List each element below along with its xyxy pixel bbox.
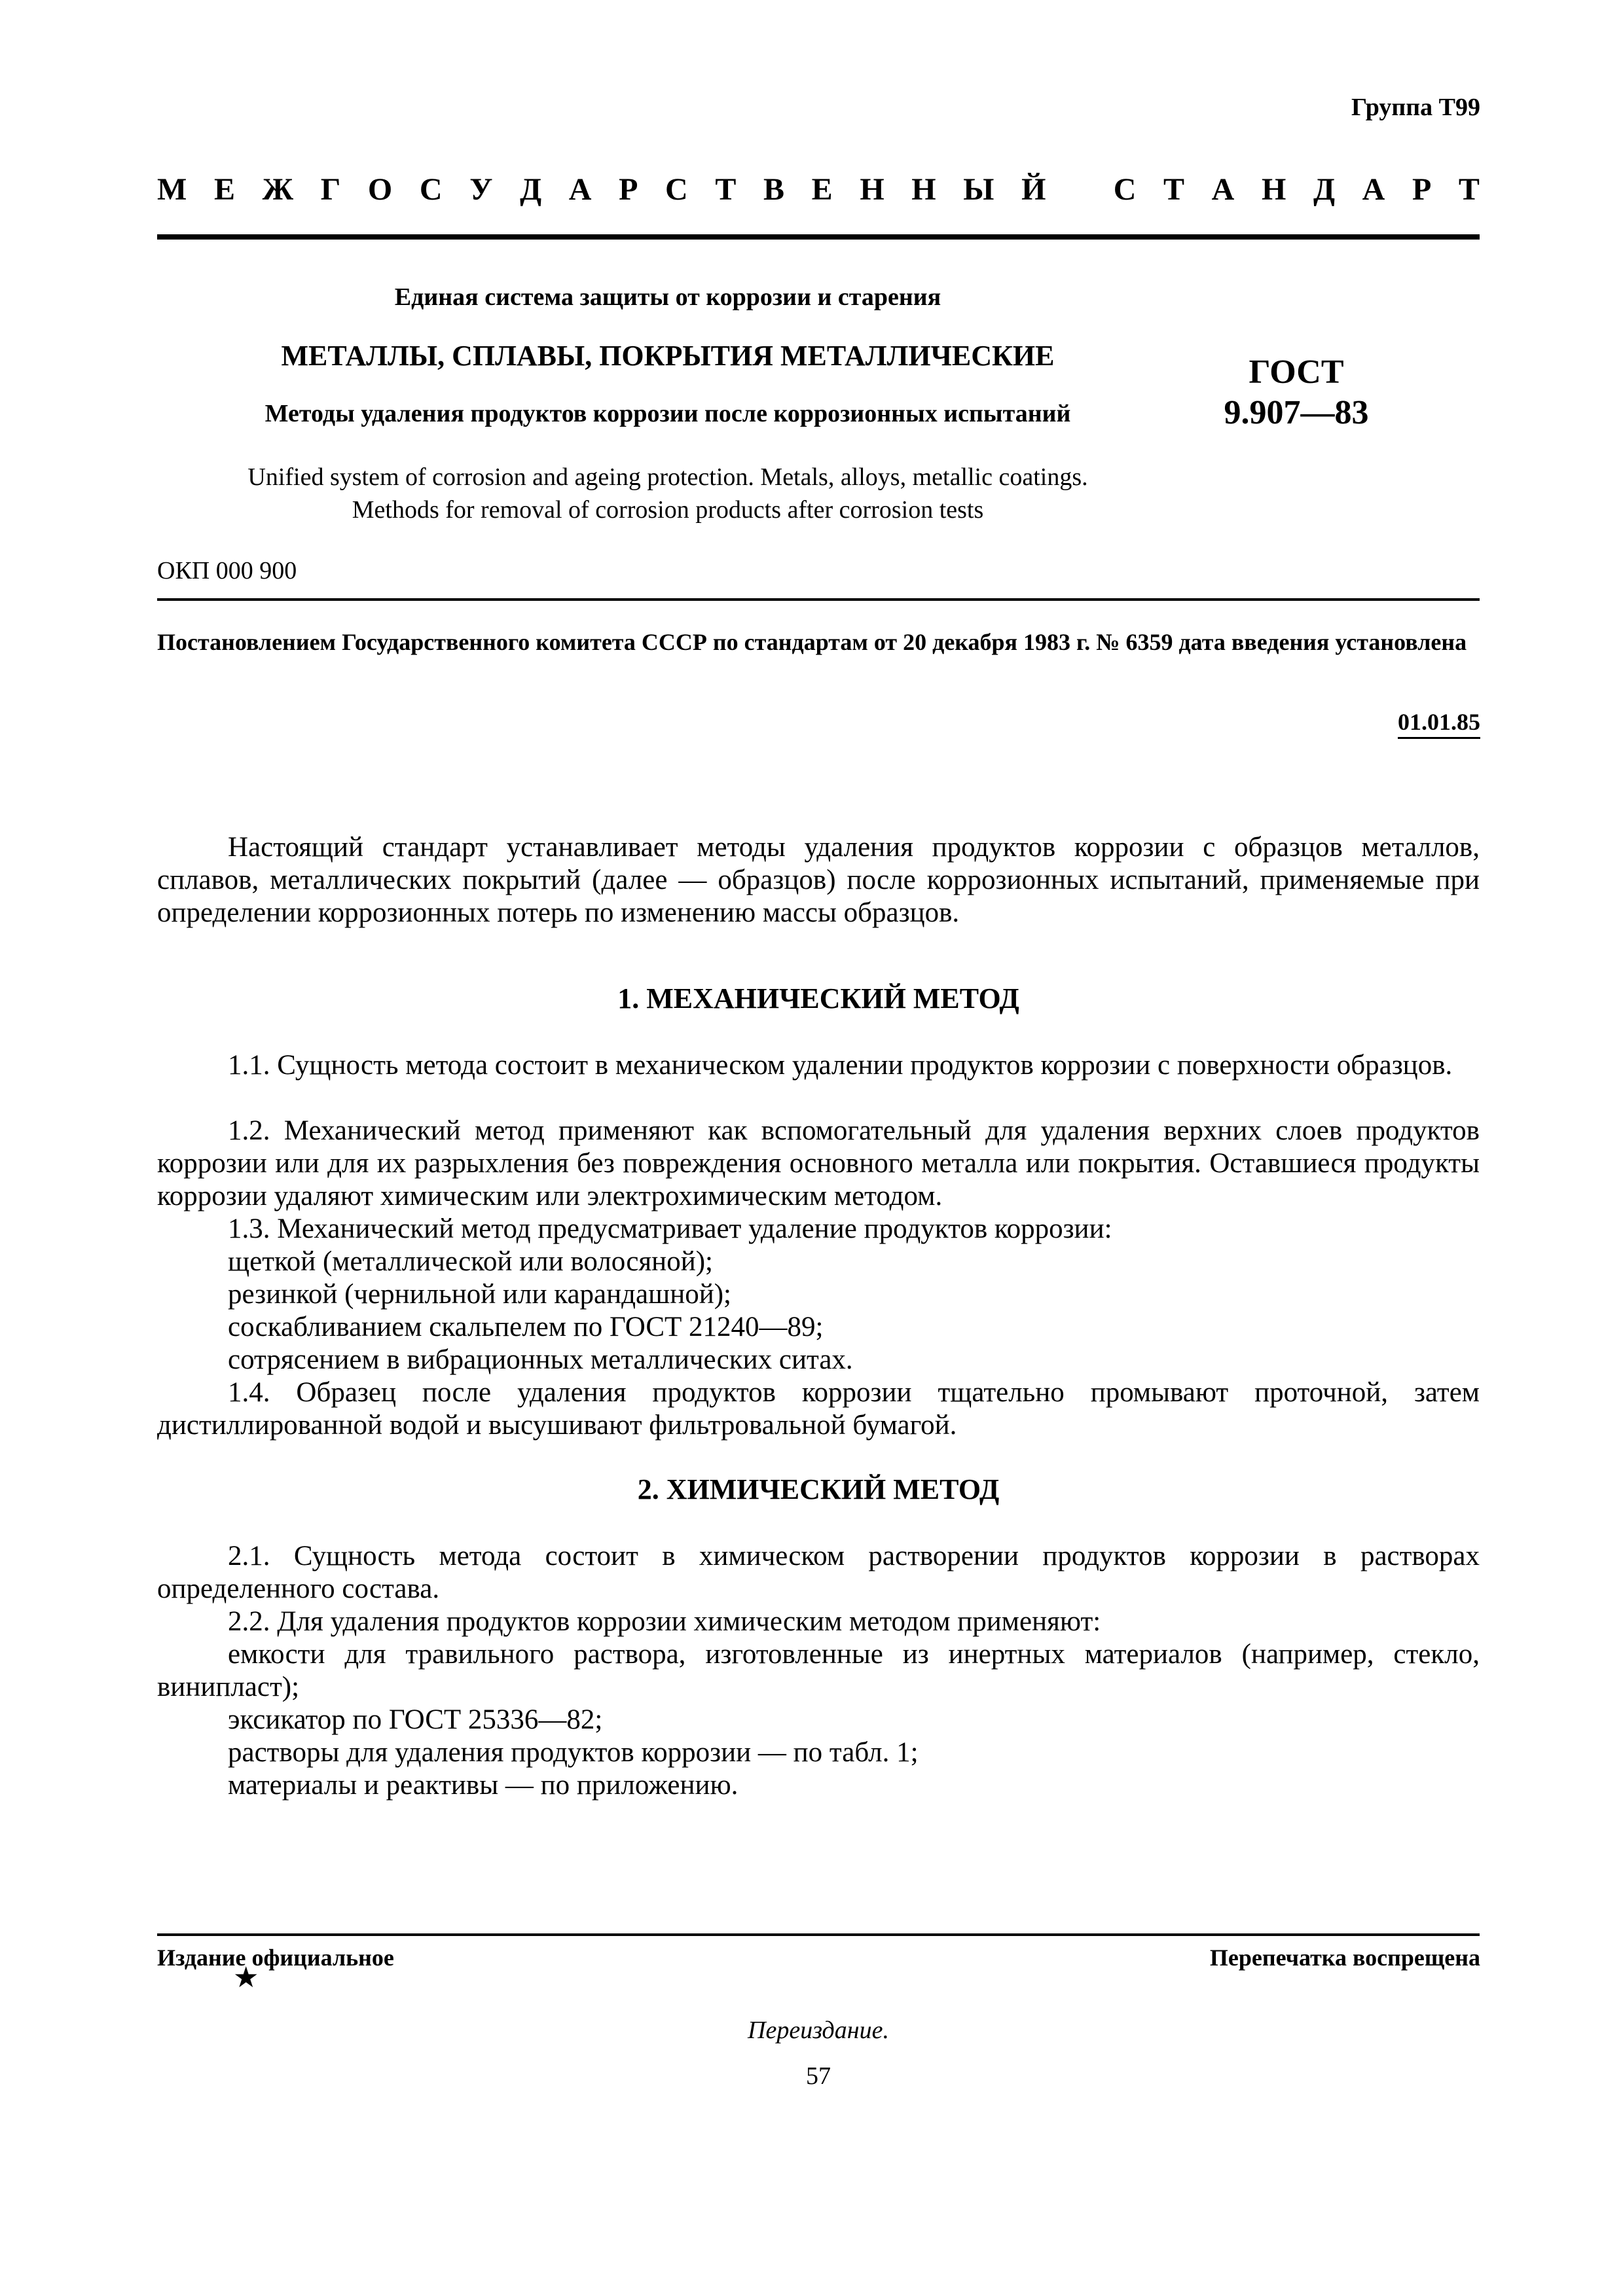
group-code: Группа Т99 <box>1351 94 1480 121</box>
heading-letter: Н <box>860 172 884 207</box>
footer-rule <box>157 1933 1480 1936</box>
list-item: щеткой (металлической или волосяной); <box>228 1246 713 1277</box>
heading-letter: С <box>665 172 688 207</box>
heading-letter: Ы <box>963 172 994 207</box>
list-item: материалы и реактивы — по приложению. <box>228 1770 739 1801</box>
list-item: сотрясением в вибрационных металлических ситах. <box>228 1344 853 1375</box>
heading-letter: В <box>763 172 785 207</box>
clause-1-4: 1.4. Образец после удаления продуктов коррозии тщательно промывают проточной, затем дистиллированной водой и высушивают фильтровальной бумагой. <box>157 1377 1480 1441</box>
section-heading: 1. МЕХАНИЧЕСКИЙ МЕТОД <box>617 982 1019 1014</box>
heading-letter: У <box>469 172 493 207</box>
heading-letter: А <box>568 172 592 207</box>
document-subtitle: Методы удаления продуктов коррозии после коррозионных испытаний <box>264 400 1071 427</box>
heading-letter: Р <box>1412 172 1432 207</box>
english-title <box>157 461 1178 526</box>
intro-paragraph: Настоящий стандарт устанавливает методы удаления продуктов коррозии с образцов металлов, сплавов, металлических покрытий (далее — образцов) после коррозионных испытаний, применяемые при определении коррозионных потерь по изменению массы образцов. <box>157 832 1480 928</box>
okp-code: ОКП 000 900 <box>157 557 297 584</box>
heading-letter: О <box>367 172 393 207</box>
document-title: МЕТАЛЛЫ, СПЛАВЫ, ПОКРЫТИЯ МЕТАЛЛИЧЕСКИЕ <box>281 340 1055 372</box>
heading-letter: Т <box>1163 172 1185 207</box>
standard-type-heading <box>157 171 1480 207</box>
heading-letter: Т <box>1458 172 1480 207</box>
heading-letter: С <box>1113 172 1137 207</box>
heading-letter: Е <box>811 172 833 207</box>
heading-letter: А <box>1211 172 1235 207</box>
list-item: растворы для удаления продуктов коррозии — по табл. 1; <box>228 1737 919 1768</box>
list-item: эксикатор по ГОСТ 25336—82; <box>228 1704 603 1735</box>
heading-letter: Н <box>911 172 936 207</box>
heading-letter: Е <box>213 172 235 207</box>
clause-1-3: 1.3. Механический метод предусматривает удаление продуктов коррозии: <box>228 1213 1112 1244</box>
english-title-line: Unified system of corrosion and ageing protection. Metals, alloys, metallic coatings. <box>247 463 1088 491</box>
section-heading: 2. ХИМИЧЕСКИЙ МЕТОД <box>637 1473 1000 1505</box>
clause-1-2: 1.2. Механический метод применяют как вспомогательный для удаления верхних слоев продуктов коррозии или для их разрыхления без повреждения основного металла или покрытия. Оставшиеся продукты коррозии удаляют химическим или электрохимическим методом. <box>157 1115 1480 1211</box>
reprint-prohibited-label: Перепечатка воспрещена <box>1209 1945 1480 1971</box>
heading-letter: Н <box>1261 172 1286 207</box>
clause-2-2: 2.2. Для удаления продуктов коррозии химическим методом применяют: <box>228 1606 1101 1637</box>
list-item: резинкой (чернильной или карандашной); <box>228 1279 732 1310</box>
gost-label: ГОСТ <box>1249 353 1344 391</box>
heading-letter: Р <box>619 172 638 207</box>
heading-letter: Г <box>320 172 341 207</box>
gost-number: 9.907—83 <box>1224 394 1369 431</box>
clause-2-1: 2.1. Сущность метода состоит в химическом растворении продуктов коррозии в растворах определенного состава. <box>157 1541 1480 1604</box>
heading-letter: А <box>1362 172 1385 207</box>
heading-letter: Д <box>520 172 542 207</box>
heading-letter: С <box>419 172 443 207</box>
page-number: 57 <box>806 2062 831 2090</box>
list-item: соскабливанием скальпелем по ГОСТ 21240—89; <box>228 1312 824 1342</box>
okp-rule <box>157 598 1480 601</box>
list-item: емкости для травильного раствора, изготовленные из инертных материалов (например, стекло, винипласт); <box>157 1639 1480 1702</box>
system-title: Единая система защиты от коррозии и старения <box>394 283 941 311</box>
header-rule <box>157 234 1480 240</box>
official-edition-label: Издание официальное <box>157 1945 394 1971</box>
clause-1-1: 1.1. Сущность метода состоит в механическом удалении продуктов коррозии с поверхности образцов. <box>228 1050 1453 1081</box>
heading-letter: Т <box>715 172 737 207</box>
gost-designation <box>1192 352 1401 433</box>
effective-date: 01.01.85 <box>1398 708 1480 739</box>
heading-letter: Й <box>1021 172 1046 207</box>
heading-letter: Ж <box>262 172 294 207</box>
reissue-note: Переиздание. <box>748 2017 889 2044</box>
decree-text: Постановлением Государственного комитета СССР по стандартам от 20 декабря 1983 г. № 6359 дата введения установлена <box>157 629 1467 655</box>
english-title-line: Methods for removal of corrosion products after corrosion tests <box>352 496 984 524</box>
heading-letter: Д <box>1313 172 1335 207</box>
heading-letter: М <box>157 172 187 207</box>
star-icon: ★ <box>233 1962 259 1994</box>
